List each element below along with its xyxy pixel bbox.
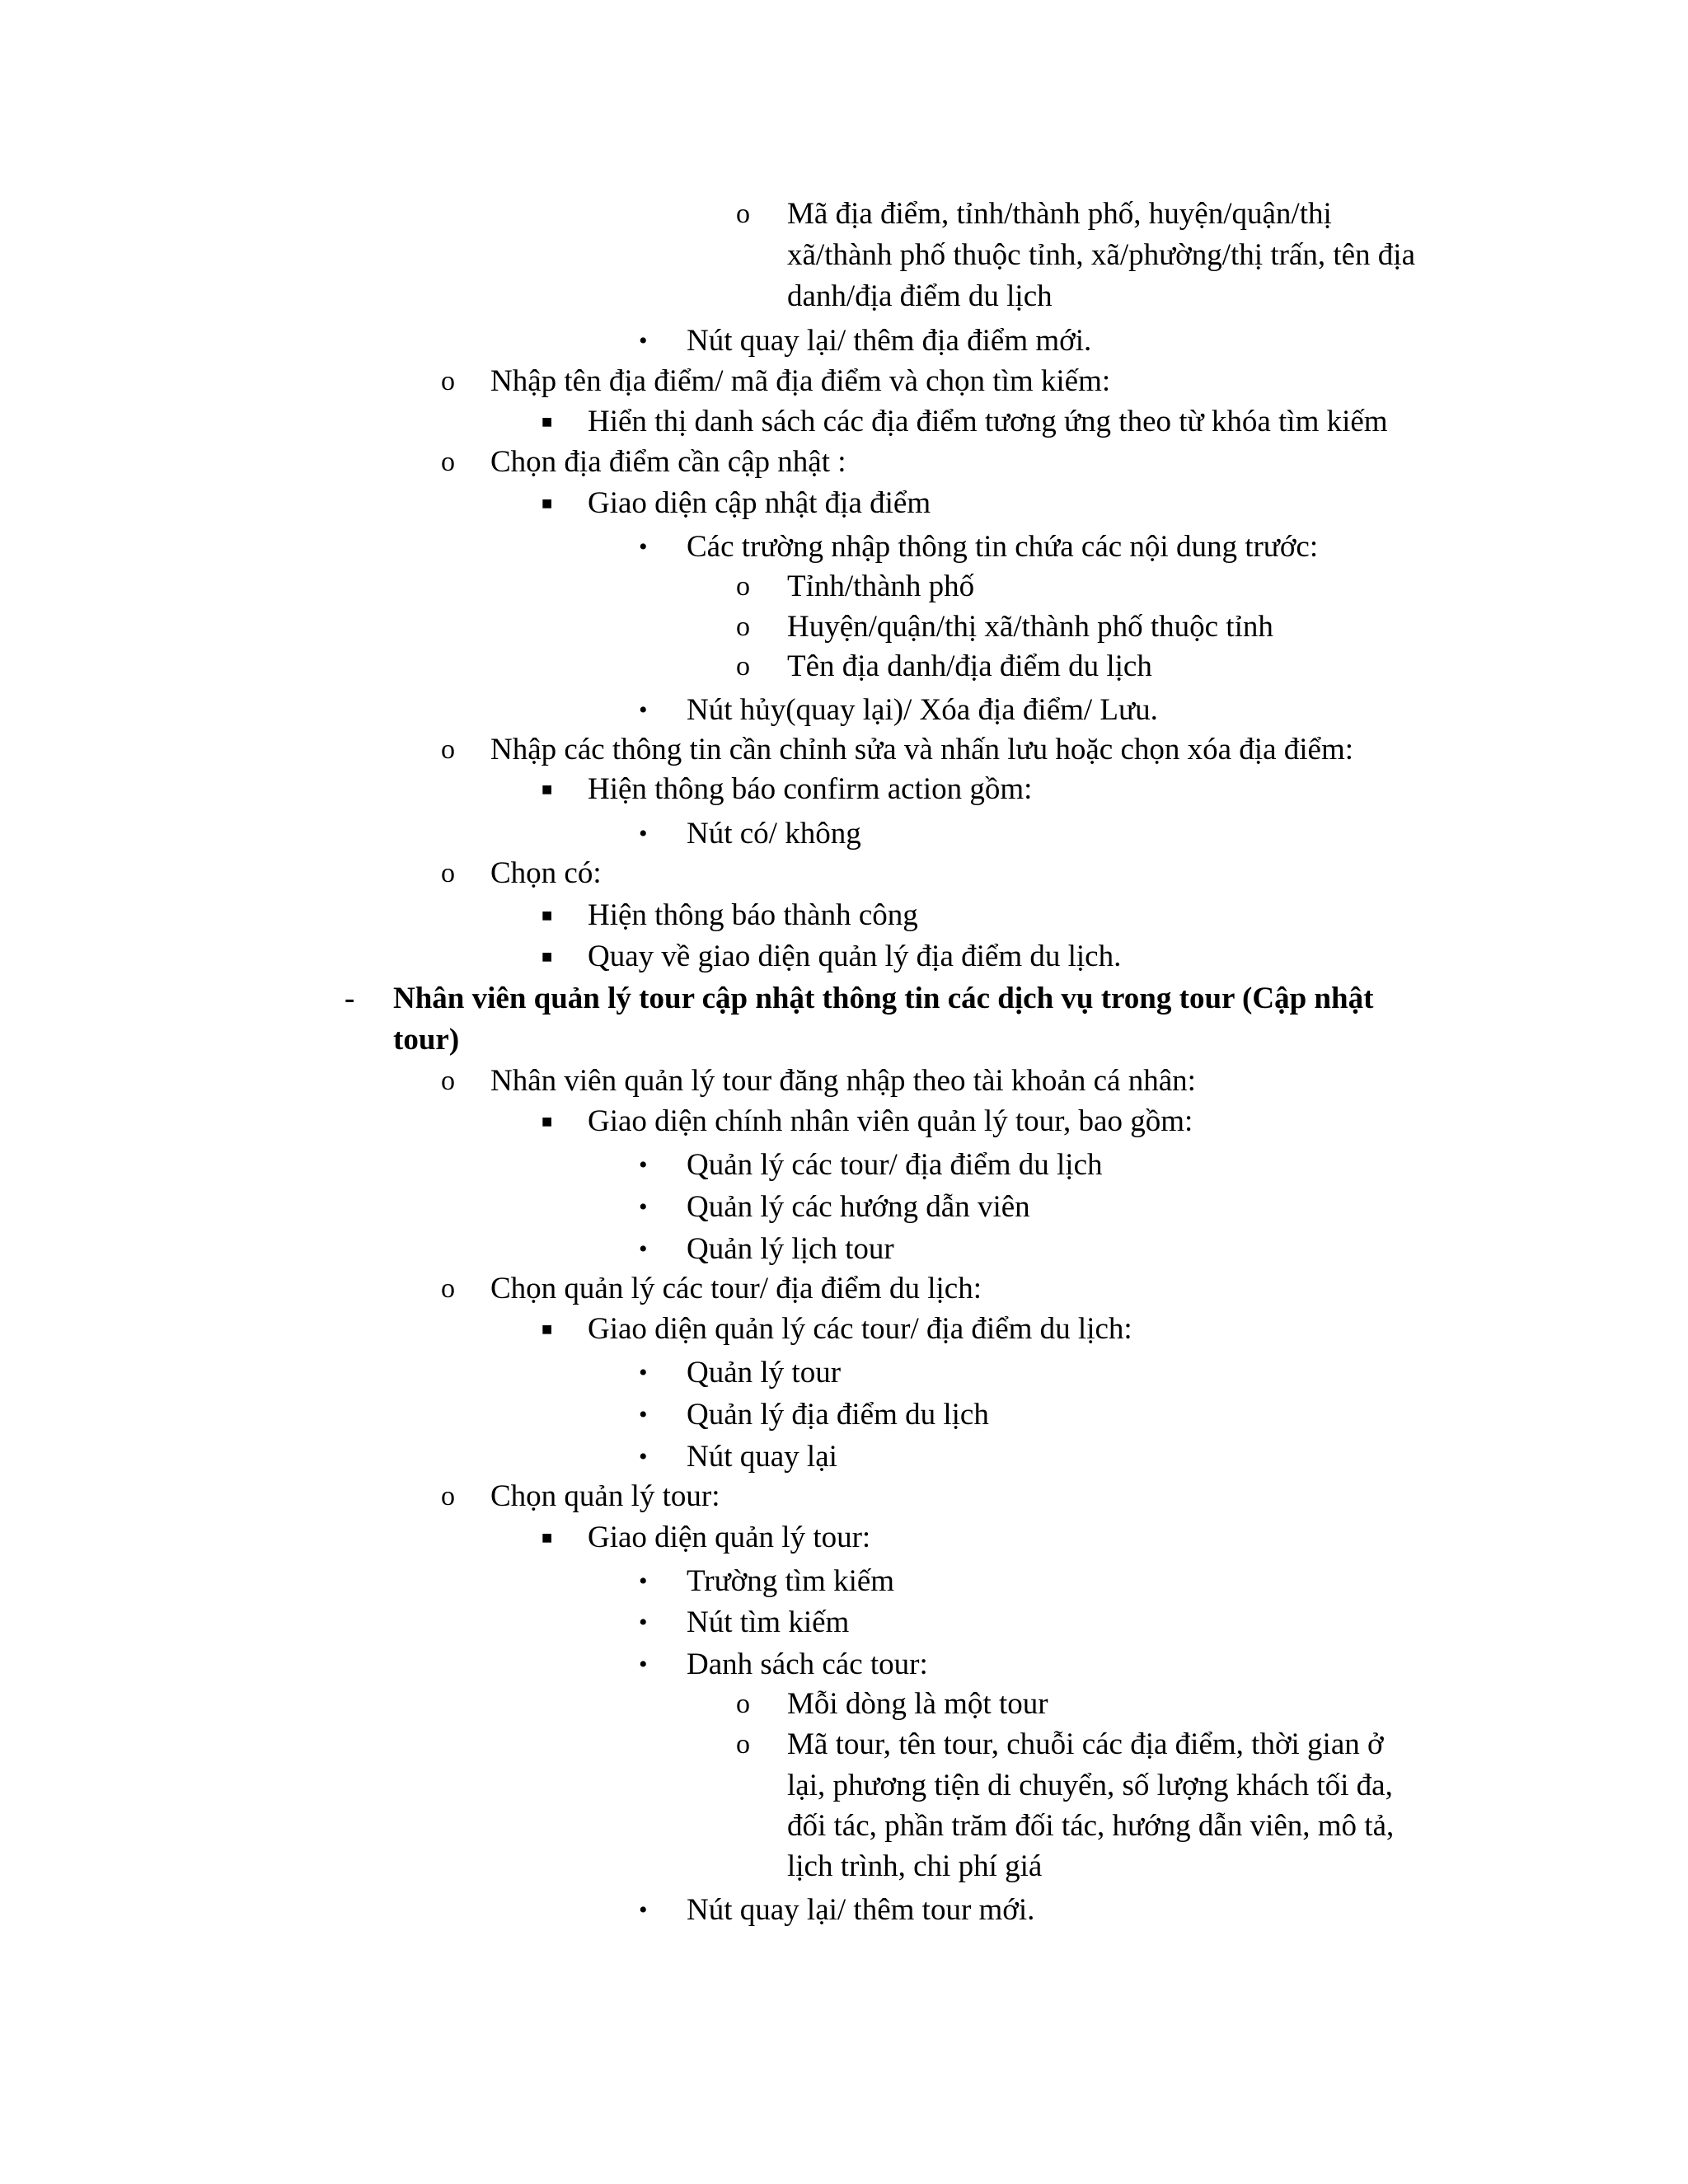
list-item-text: Quản lý lịch tour: [687, 1232, 894, 1266]
list-item-text: Chọn địa điểm cần cập nhật :: [490, 445, 846, 479]
circle-bullet-icon: o: [441, 858, 455, 888]
circle-bullet-icon: o: [736, 1729, 750, 1760]
circle-bullet-icon: o: [441, 734, 455, 765]
list-item-text: Nút quay lại/ thêm địa điểm mới.: [687, 324, 1092, 358]
circle-bullet-icon: o: [736, 1689, 750, 1719]
disc-bullet-icon: •: [639, 696, 648, 724]
list-item-text: Các trường nhập thông tin chứa các nội dung trước:: [687, 530, 1319, 564]
list-item-text: Hiển thị danh sách các địa điểm tương ứng theo từ khóa tìm kiếm: [588, 405, 1388, 438]
list-item-text: Nhập các thông tin cần chỉnh sửa và nhấn lưu hoặc chọn xóa địa điểm:: [490, 733, 1354, 766]
disc-bullet-icon: •: [639, 1193, 648, 1221]
square-bullet-icon: ■: [542, 779, 553, 799]
square-bullet-icon: ■: [542, 1527, 553, 1548]
list-item-text: Giao diện cập nhật địa điểm: [588, 486, 931, 520]
list-item-text: Mỗi dòng là một tour: [787, 1687, 1048, 1721]
disc-bullet-icon: •: [639, 1359, 648, 1386]
list-item-text: Mã địa điểm, tỉnh/thành phố, huyện/quận/thị: [787, 197, 1332, 231]
disc-bullet-icon: •: [639, 820, 648, 847]
list-item-text: Tỉnh/thành phố: [787, 569, 975, 603]
disc-bullet-icon: •: [639, 1235, 648, 1263]
disc-bullet-icon: •: [639, 1651, 648, 1678]
circle-bullet-icon: o: [441, 366, 455, 396]
list-item-text: xã/thành phố thuộc tỉnh, xã/phường/thị trấn, tên địa: [787, 238, 1416, 272]
section-heading-text: Nhân viên quản lý tour cập nhật thông tin các dịch vụ trong tour (Cập nhật: [393, 982, 1374, 1015]
list-item-text: Quay về giao diện quản lý địa điểm du lịch.: [588, 940, 1122, 973]
list-item-text: Trường tìm kiếm: [687, 1564, 895, 1598]
list-item-text: Nút có/ không: [687, 817, 861, 851]
circle-bullet-icon: o: [736, 571, 750, 602]
disc-bullet-icon: •: [639, 1568, 648, 1595]
list-item-text: Giao diện chính nhân viên quản lý tour, bao gồm:: [588, 1104, 1193, 1138]
disc-bullet-icon: •: [639, 533, 648, 560]
circle-bullet-icon: o: [441, 1066, 455, 1096]
list-item-text: Nút quay lại/ thêm tour mới.: [687, 1893, 1035, 1927]
dash-bullet-icon: -: [345, 982, 355, 1015]
list-item-text: Danh sách các tour:: [687, 1647, 928, 1681]
list-item-text: danh/địa điểm du lịch: [787, 279, 1053, 313]
list-item-text: Nút hủy(quay lại)/ Xóa địa điểm/ Lưu.: [687, 693, 1158, 727]
list-item-text: Quản lý địa điểm du lịch: [687, 1398, 989, 1432]
circle-bullet-icon: o: [736, 199, 750, 229]
square-bullet-icon: ■: [542, 1111, 553, 1132]
circle-bullet-icon: o: [441, 1273, 455, 1304]
list-item-text: Hiện thông báo thành công: [588, 898, 918, 932]
square-bullet-icon: ■: [542, 905, 553, 926]
list-item-text: Nhân viên quản lý tour đăng nhập theo tài khoản cá nhân:: [490, 1064, 1196, 1098]
disc-bullet-icon: •: [639, 1609, 648, 1636]
square-bullet-icon: ■: [542, 1319, 553, 1339]
list-item-text: Nút tìm kiếm: [687, 1605, 850, 1639]
circle-bullet-icon: o: [736, 651, 750, 682]
disc-bullet-icon: •: [639, 1443, 648, 1470]
list-item-text: Tên địa danh/địa điểm du lịch: [787, 649, 1152, 683]
square-bullet-icon: ■: [542, 946, 553, 967]
disc-bullet-icon: •: [639, 327, 648, 354]
disc-bullet-icon: •: [639, 1896, 648, 1924]
list-item-text: Chọn có:: [490, 856, 602, 890]
section-heading-text: tour): [393, 1023, 460, 1057]
disc-bullet-icon: •: [639, 1151, 648, 1179]
list-item-text: Giao diện quản lý tour:: [588, 1521, 871, 1554]
list-item-text: Hiện thông báo confirm action gồm:: [588, 772, 1033, 806]
list-item-text: Nhập tên địa điểm/ mã địa điểm và chọn tìm kiếm:: [490, 364, 1111, 398]
list-item-text: Quản lý các hướng dẫn viên: [687, 1190, 1030, 1224]
list-item-text: Chọn quản lý tour:: [490, 1479, 720, 1513]
list-item-text: Quản lý tour: [687, 1356, 842, 1390]
list-item-text: Mã tour, tên tour, chuỗi các địa điểm, thời gian ở: [787, 1727, 1384, 1761]
list-item-text: Chọn quản lý các tour/ địa điểm du lịch:: [490, 1272, 982, 1305]
list-item-text: đối tác, phần trăm đối tác, hướng dẫn viên, mô tả,: [787, 1809, 1395, 1843]
list-item-text: Quản lý các tour/ địa điểm du lịch: [687, 1148, 1103, 1182]
disc-bullet-icon: •: [639, 1401, 648, 1428]
circle-bullet-icon: o: [441, 447, 455, 477]
square-bullet-icon: ■: [542, 493, 553, 513]
circle-bullet-icon: o: [441, 1481, 455, 1511]
list-item-text: lại, phương tiện di chuyển, số lượng khách tối đa,: [787, 1769, 1393, 1802]
circle-bullet-icon: o: [736, 612, 750, 642]
list-item-text: Giao diện quản lý các tour/ địa điểm du lịch:: [588, 1312, 1132, 1346]
list-item-text: Huyện/quận/thị xã/thành phố thuộc tỉnh: [787, 610, 1273, 644]
list-item-text: lịch trình, chi phí giá: [787, 1849, 1043, 1883]
list-item-text: Nút quay lại: [687, 1440, 837, 1474]
square-bullet-icon: ■: [542, 411, 553, 432]
